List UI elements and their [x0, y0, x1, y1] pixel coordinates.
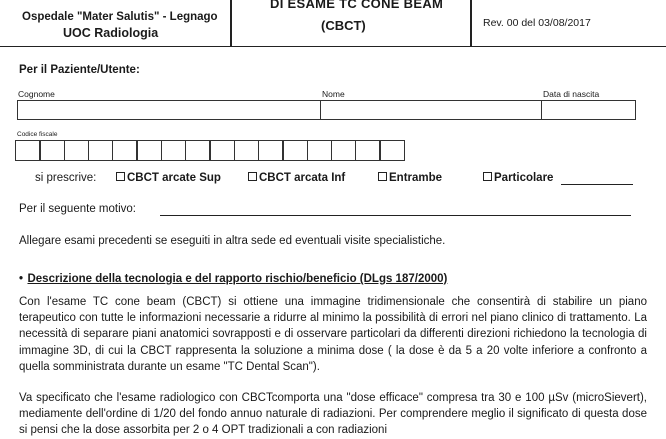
- surname-field[interactable]: [19, 101, 319, 118]
- option-cbct-inf-label: CBCT arcata Inf: [259, 172, 346, 184]
- fiscal-code-field[interactable]: [15, 140, 404, 161]
- birth-date-field[interactable]: [542, 101, 634, 118]
- fiscal-code-label: Codice fiscale: [17, 131, 58, 138]
- fiscal-code-cell[interactable]: [307, 140, 333, 161]
- fiscal-code-cell[interactable]: [331, 140, 357, 161]
- description-paragraph-1: Con l'esame TC cone beam (CBCT) si ottiene una immagine tridimensionale che consentirà di stabilire un piano terapeutico con tutte le informazioni necessarie a ridurre al minimo la possibilità di errori nel piano clinico di trattamento. La necessità di separare piani anatomici sovrapposti e di osservare particolari da differenti direzioni richiedono la tecnologia di immagine 3D, di cui la CBCT rappresenta la soluzione a minima dose ( la dose è da 5 a 20 volte inferiore a confronto a quella somministrata durante un esame "TC Dental Scan").: [19, 296, 647, 373]
- fiscal-code-cell[interactable]: [15, 140, 41, 161]
- checkbox-box-icon: [483, 172, 492, 181]
- description-paragraph-2: Va specificato che l'esame radiologico con CBCTcomporta una "dose efficace" compresa tra 30 e 100 µSv (microSievert), mediamente dell'ordine di 1/20 del fondo annuo naturale di radiazioni. Per comprendere meglio il significato di questa dose si pensi che la dose assorbita per 2 o 4 OPT tradizionali a con radiazioni: [19, 392, 647, 437]
- fiscal-code-cell[interactable]: [234, 140, 260, 161]
- option-cbct-sup-checkbox[interactable]: [116, 172, 221, 184]
- fiscal-code-cell[interactable]: [282, 140, 308, 161]
- attach-note: Allegare esami precedenti se eseguiti in altra sede ed eventuali visite specialistiche.: [19, 235, 446, 247]
- department-name: UOC Radiologia: [63, 26, 159, 40]
- fiscal-code-cell[interactable]: [112, 140, 138, 161]
- prescription-label: si prescrive:: [35, 172, 97, 184]
- document-title-line2: (CBCT): [321, 18, 366, 33]
- fiscal-code-cell[interactable]: [161, 140, 187, 161]
- option-both-label: Entrambe: [389, 172, 443, 184]
- checkbox-box-icon: [248, 172, 257, 181]
- option-both-checkbox[interactable]: [378, 172, 442, 184]
- checkbox-box-icon: [116, 172, 125, 181]
- fiscal-code-cell[interactable]: [379, 140, 405, 161]
- fiscal-code-cell[interactable]: [355, 140, 381, 161]
- reason-line[interactable]: [160, 215, 631, 216]
- fiscal-code-cell[interactable]: [185, 140, 211, 161]
- reason-label: Per il seguente motivo:: [19, 203, 136, 215]
- birth-date-label: Data di nascita: [543, 89, 600, 99]
- patient-section-label: Per il Paziente/Utente:: [19, 64, 140, 76]
- revision-label: Rev. 00 del 03/08/2017: [483, 17, 591, 29]
- description-heading: Descrizione della tecnologia e del rapporto rischio/beneficio (DLgs 187/2000): [27, 273, 448, 285]
- document-title-line1: DI ESAME TC CONE BEAM: [270, 0, 444, 11]
- bullet-icon: •: [19, 273, 24, 285]
- fiscal-code-cell[interactable]: [136, 140, 162, 161]
- fiscal-code-cell[interactable]: [39, 140, 65, 161]
- checkbox-box-icon: [378, 172, 387, 181]
- option-cbct-sup-label: CBCT arcate Sup: [127, 172, 221, 184]
- fiscal-code-cell[interactable]: [88, 140, 114, 161]
- surname-label: Cognome: [18, 89, 55, 99]
- hospital-name: Ospedale "Mater Salutis" - Legnago: [22, 11, 218, 23]
- option-cbct-inf-checkbox[interactable]: [248, 172, 345, 184]
- fiscal-code-cell[interactable]: [258, 140, 284, 161]
- option-particular-checkbox[interactable]: [483, 172, 553, 184]
- name-label: Nome: [322, 89, 345, 99]
- option-particular-label: Particolare: [494, 172, 554, 184]
- fiscal-code-cell[interactable]: [64, 140, 90, 161]
- fiscal-code-cell[interactable]: [209, 140, 235, 161]
- description-heading-row: [19, 269, 447, 287]
- name-field[interactable]: [321, 101, 541, 118]
- particular-line[interactable]: [561, 184, 633, 185]
